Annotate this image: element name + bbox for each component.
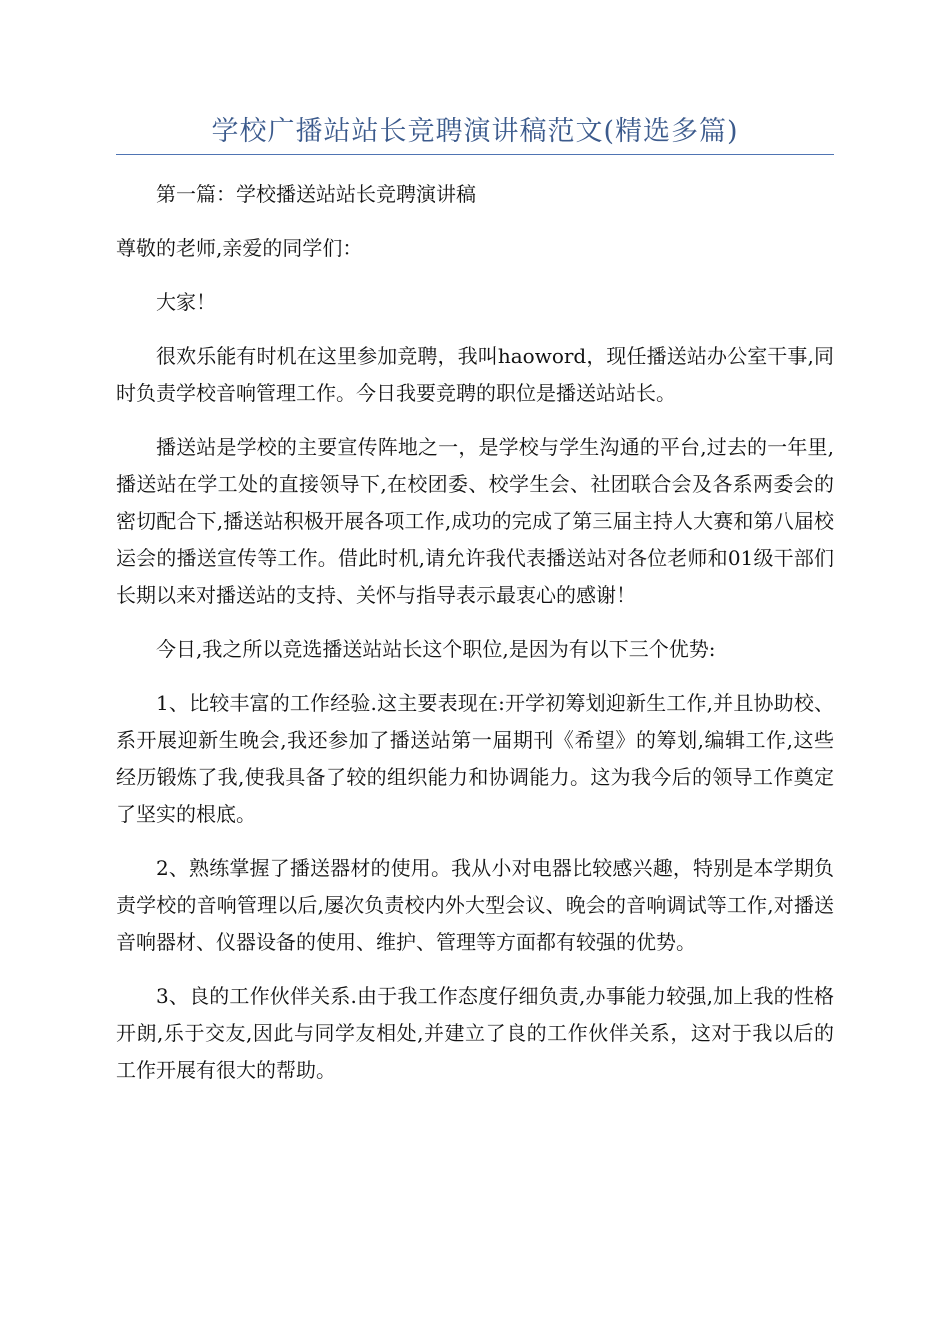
paragraph-salutation: 尊敬的老师,亲爱的同学们： <box>116 236 363 260</box>
paragraph-advantages-intro: 今日,我之所以竞选播送站站长这个职位,是因为有以下三个优势: <box>156 637 716 661</box>
document-body <box>116 176 834 1106</box>
paragraph-introduction: 很欢乐能有时机在这里参加竞聘，我叫haoword，现任播送站办公室干事,同时负责学校音响管理工作。今日我要竞聘的职位是播送站站长。 <box>116 344 834 405</box>
paragraph-section-heading: 第一篇：学校播送站站长竞聘演讲稿 <box>156 182 476 206</box>
paragraph-advantage-3: 3、良的工作伙伴关系.由于我工作态度仔细负责,办事能力较强,加上我的性格开朗,乐于交友,因此与同学友相处,并建立了良的工作伙伴关系，这对于我以后的工作开展有很大的帮助。 <box>116 984 834 1082</box>
document-title: 学校广播站站长竞聘演讲稿范文(精选多篇) <box>211 116 739 147</box>
title-underline <box>116 154 834 155</box>
paragraph-advantage-1: 1、比较丰富的工作经验.这主要表现在:开学初筹划迎新生工作,并且协助校、系开展迎新生晚会,我还参加了播送站第一届期刊《希望》的筹划,编辑工作,这些经历锻炼了我,使我具备了较的组织能力和协调能力。这为我今后的领导工作奠定了坚实的根底。 <box>116 691 834 826</box>
paragraph-greeting: 大家！ <box>156 290 216 314</box>
paragraph-station-overview: 播送站是学校的主要宣传阵地之一，是学校与学生沟通的平台,过去的一年里,播送站在学工处的直接领导下,在校团委、校学生会、社团联合会及各系两委会的密切配合下,播送站积极开展各项工作,成功的完成了第三届主持人大赛和第八届校运会的播送宣传等工作。借此时机,请允许我代表播送站对各位老师和01级干部们长期以来对播送站的支持、关怀与指导表示最衷心的感谢！ <box>116 435 834 607</box>
paragraph-advantage-2: 2、熟练掌握了播送器材的使用。我从小对电器比较感兴趣，特别是本学期负责学校的音响管理以后,屡次负责校内外大型会议、晚会的音响调试等工作,对播送音响器材、仪器设备的使用、维护、管理等方面都有较强的优势。 <box>116 856 834 954</box>
